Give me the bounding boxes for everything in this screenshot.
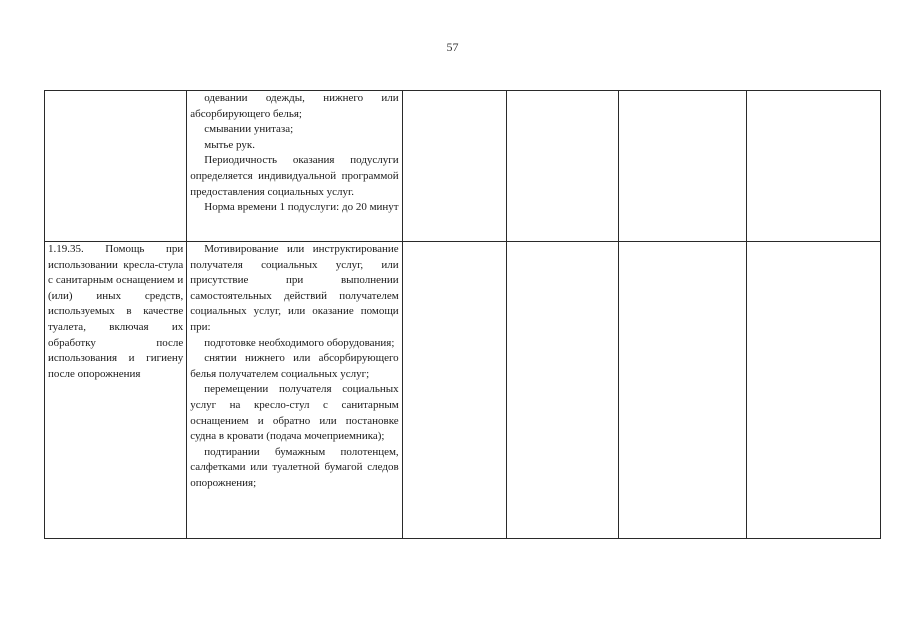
empty-cell xyxy=(402,242,506,539)
services-table xyxy=(44,90,881,539)
content-paragraph: смывании унитаза; xyxy=(204,123,294,136)
content-paragraph: подтирании бумажным полотенцем, салфетками или туалетной бумагой следов опорожнения; xyxy=(190,445,399,489)
service-content-cell xyxy=(187,91,402,242)
table-row xyxy=(45,242,881,539)
empty-cell xyxy=(506,242,618,539)
content-paragraph: Периодичность оказания подуслуги определяется индивидуальной программой предоставления социальных услуг. xyxy=(190,154,399,198)
service-name-cell xyxy=(45,91,187,242)
service-content-cell xyxy=(187,242,402,539)
content-paragraph: Мотивирование или инструктирование получателя социальных услуг, или присутствие при выполнении самостоятельных действий получателем социальных услуг, или оказание помощи при: xyxy=(190,243,399,333)
content-paragraph: абсорбирующего белья; xyxy=(190,107,302,120)
empty-cell xyxy=(746,91,880,242)
content-paragraph: мытье рук. xyxy=(204,138,256,151)
content-paragraph: снятии нижнего или абсорбирующего белья получателем социальных услуг; xyxy=(190,352,399,380)
content-paragraph: подготовке необходимого оборудования; xyxy=(204,336,395,349)
empty-cell xyxy=(619,242,747,539)
empty-cell xyxy=(402,91,506,242)
service-name: 1.19.35. Помощь при использовании кресла-стула с санитарным оснащением и (или) иных средств, используемых в качестве туалета, включая их обработку после использования и гигиену после опорожнения xyxy=(48,243,184,380)
table-row xyxy=(45,91,881,242)
content-paragraph: Норма времени 1 подуслуги: до 20 минут xyxy=(204,201,399,214)
empty-cell xyxy=(746,242,880,539)
service-name-cell xyxy=(45,242,187,539)
content-paragraph: перемещении получателя социальных услуг на кресло-стул с санитарным оснащением и обратно или постановке судна в кровати (подача мочеприемника); xyxy=(190,383,399,443)
content-paragraph: одевании одежды, нижнего или xyxy=(204,92,399,104)
empty-cell xyxy=(506,91,618,242)
page-number: 57 xyxy=(446,40,459,54)
empty-cell xyxy=(619,91,747,242)
